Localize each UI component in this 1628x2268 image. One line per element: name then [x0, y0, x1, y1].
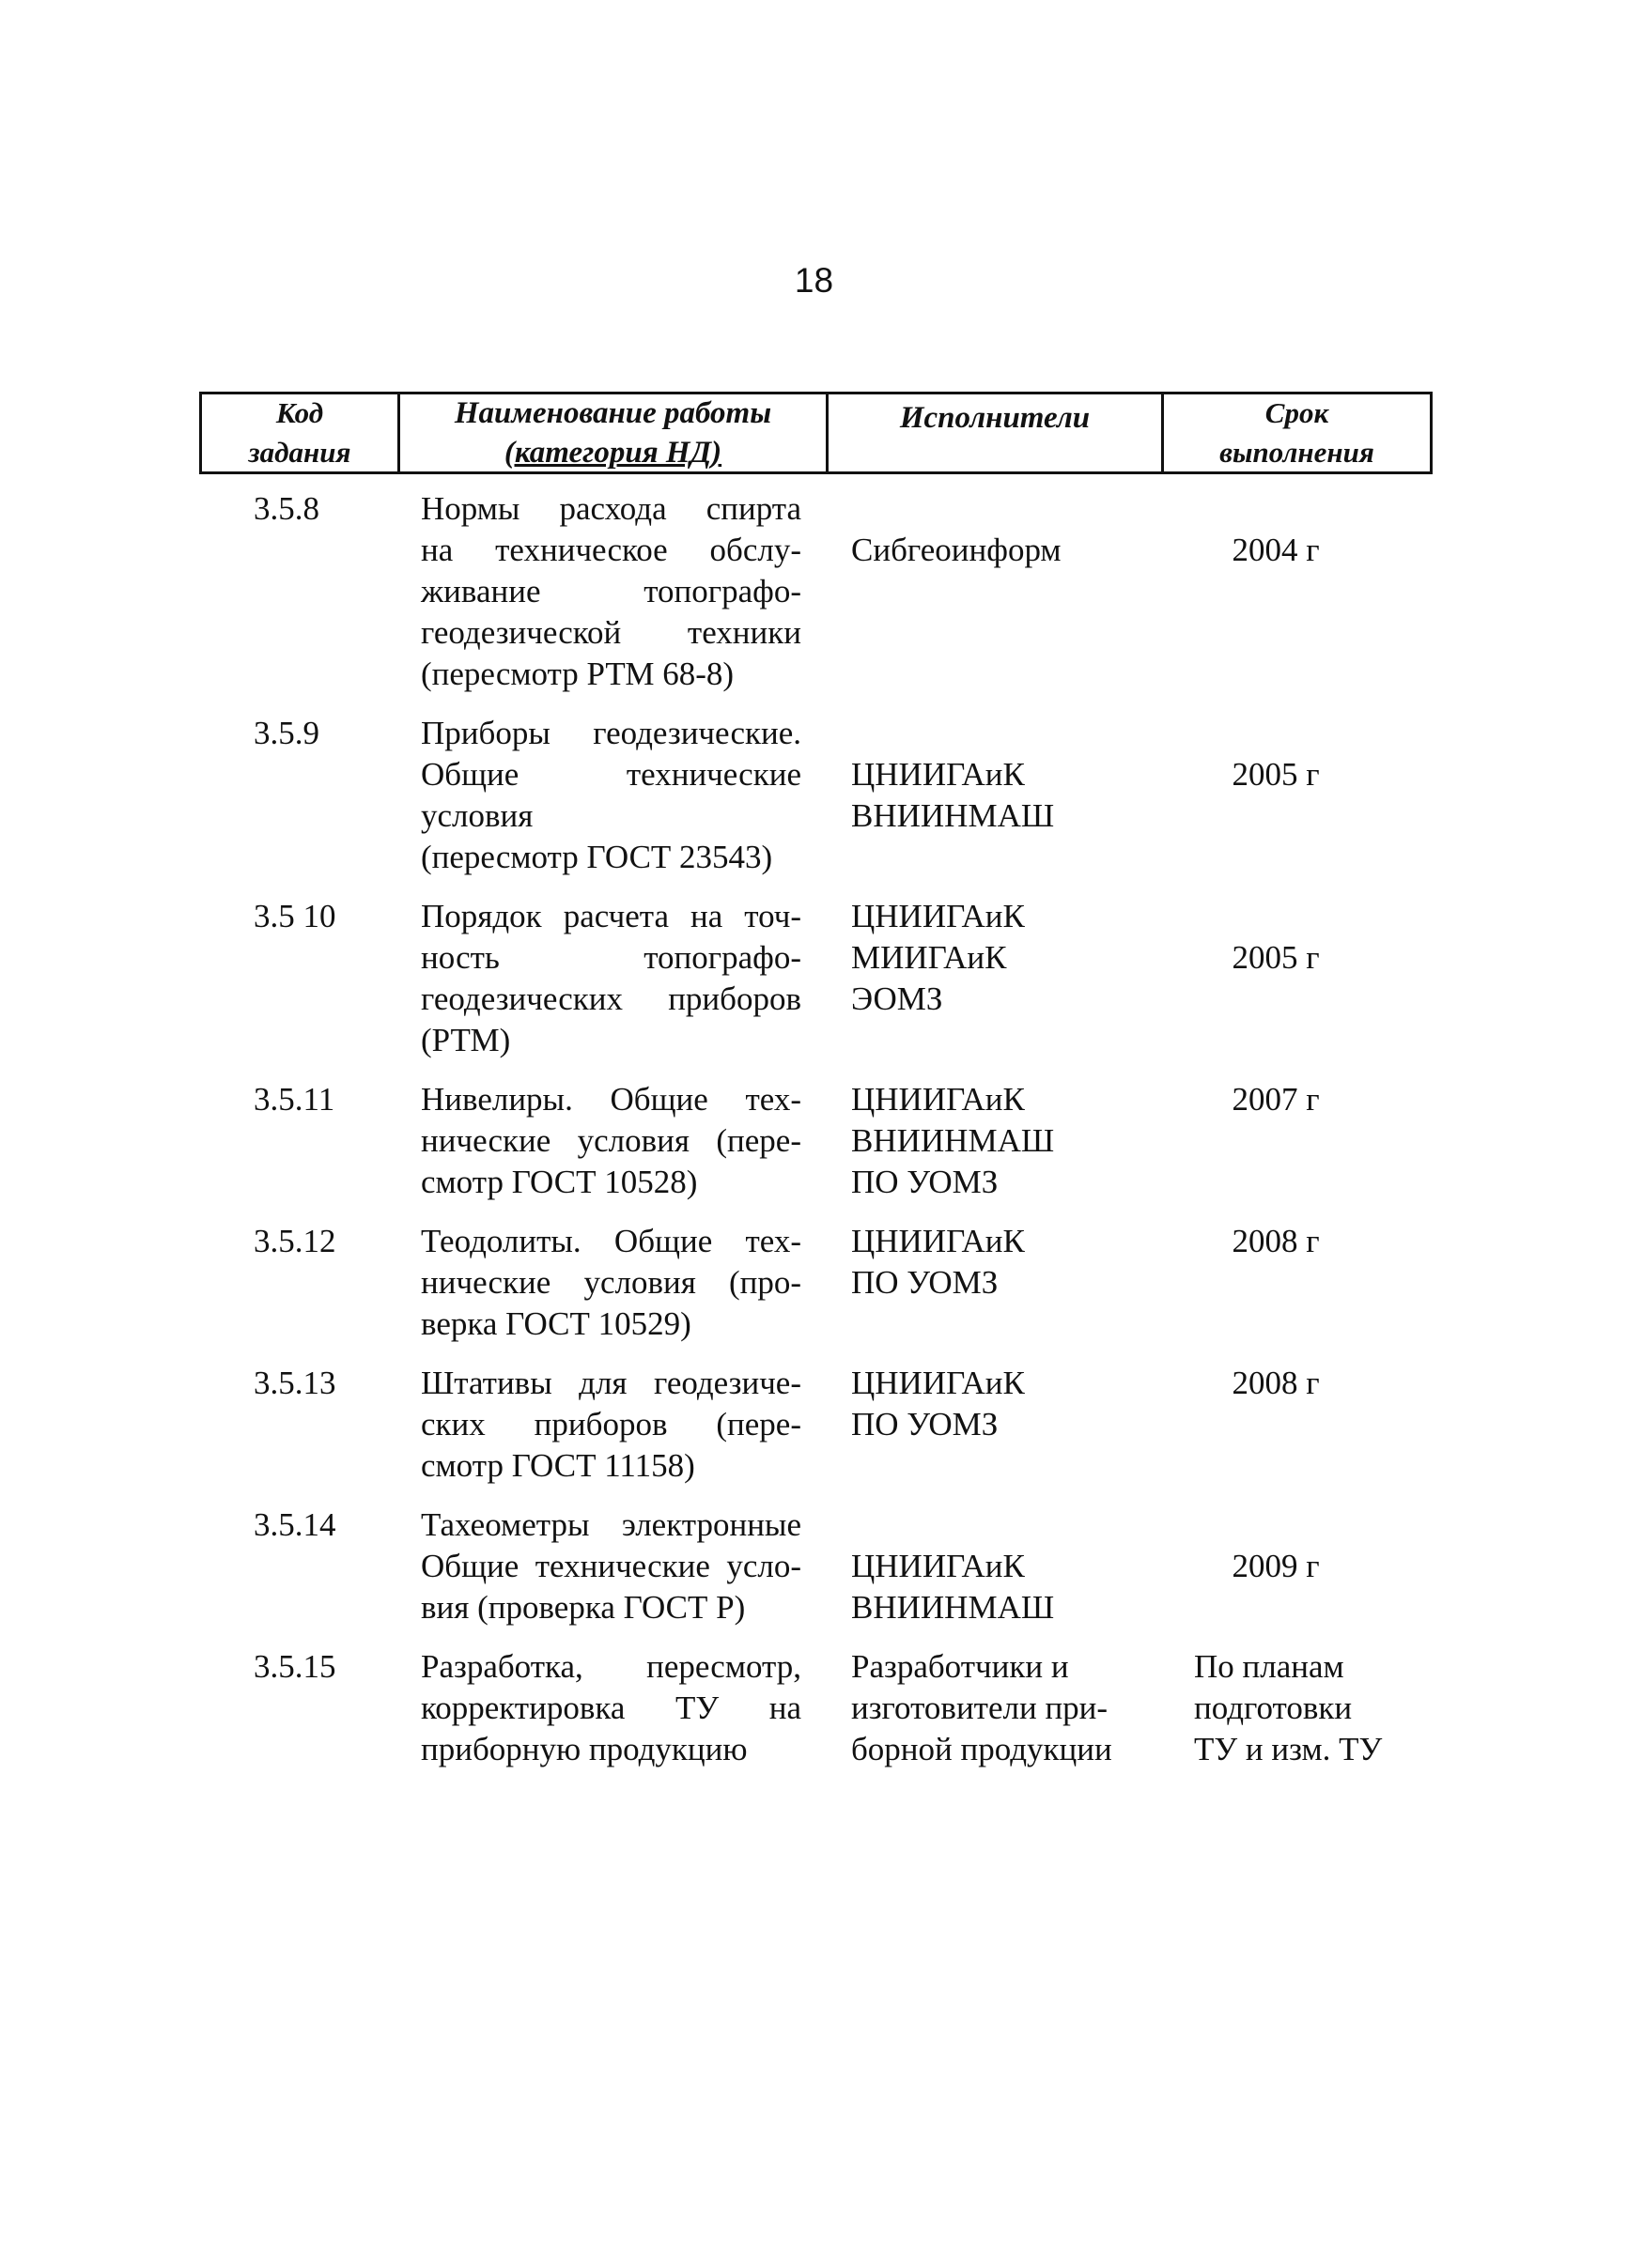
- work-name-line: ность топографо-: [421, 939, 801, 976]
- header-term-line-1: Срок: [1264, 396, 1329, 429]
- work-name-line: Штативы для геодезиче-: [421, 1365, 801, 1401]
- executors: [826, 1079, 1161, 1203]
- deadline-line: 2008 г: [1232, 1223, 1320, 1259]
- deadline: [1161, 896, 1433, 1061]
- work-name-line: на техническое обслу-: [421, 532, 801, 568]
- task-code: 3.5.9: [254, 715, 319, 751]
- deadline-line: ТУ и изм. ТУ: [1194, 1731, 1383, 1767]
- deadline-line: По планам: [1194, 1648, 1344, 1685]
- deadline-line: [1161, 713, 1390, 754]
- executor-line: [851, 713, 1161, 754]
- deadline-line: [1161, 488, 1390, 530]
- deadline-line: подготовки: [1194, 1689, 1353, 1726]
- work-name-line: Нивелиры. Общие тех-: [421, 1081, 801, 1118]
- work-name-line: нические условия (про-: [421, 1264, 801, 1301]
- table-row: [199, 713, 1433, 878]
- work-name-line: смотр ГОСТ 11158): [421, 1447, 695, 1484]
- deadline-line: 2009 г: [1232, 1548, 1320, 1584]
- work-name-line: Разработка, пересмотр,: [421, 1648, 801, 1685]
- executor-line: ВНИИНМАШ: [851, 1589, 1055, 1626]
- executor-line: ЦНИИГАиК: [851, 1548, 1025, 1584]
- page-number: 18: [794, 261, 834, 300]
- header-code-line-1: Код: [275, 396, 324, 429]
- executor-line: ЦНИИГАиК: [851, 1081, 1025, 1118]
- work-name: [397, 1363, 826, 1487]
- deadline-line: 2005 г: [1232, 756, 1320, 793]
- executors: [826, 713, 1161, 878]
- table-row: [199, 1504, 1433, 1628]
- deadline-line: 2007 г: [1232, 1081, 1320, 1118]
- executor-line: ПО УОМЗ: [851, 1406, 999, 1443]
- executor-line: ЭОМЗ: [851, 980, 943, 1017]
- executor-line: [851, 1504, 1161, 1546]
- task-code: 3.5.11: [254, 1081, 335, 1118]
- work-name-line: вия (проверка ГОСТ Р): [421, 1589, 746, 1626]
- work-name-line: ских приборов (пере-: [421, 1406, 801, 1443]
- work-name-line: нические условия (пере-: [421, 1122, 801, 1159]
- executor-line: ПО УОМЗ: [851, 1264, 999, 1301]
- deadline: [1161, 1504, 1433, 1628]
- task-code: 3.5.14: [254, 1506, 336, 1543]
- work-name: [397, 713, 826, 878]
- deadline-line: 2005 г: [1232, 939, 1320, 976]
- task-code: 3.5.12: [254, 1223, 336, 1259]
- header-term: [1164, 394, 1430, 471]
- deadline: [1161, 1221, 1433, 1345]
- executor-line: Сибгеоинформ: [851, 532, 1062, 568]
- work-name: [397, 1646, 826, 1770]
- header-executors-line-1: Исполнители: [899, 401, 1091, 435]
- header-executors: [829, 394, 1164, 471]
- task-code: 3.5.15: [254, 1648, 336, 1685]
- work-name: [397, 1221, 826, 1345]
- task-code: 3.5 10: [254, 898, 336, 934]
- executor-line: изготовители при-: [851, 1689, 1109, 1726]
- deadline-line: 2004 г: [1232, 532, 1320, 568]
- executor-line: ЦНИИГАиК: [851, 1223, 1025, 1259]
- table-row: [199, 1079, 1433, 1203]
- work-name-line: Теодолиты. Общие тех-: [421, 1223, 801, 1259]
- executor-line: борной продукции: [851, 1731, 1112, 1767]
- header-code-line-2: задания: [248, 436, 351, 469]
- deadline: [1161, 1646, 1433, 1770]
- task-code: 3.5.13: [254, 1365, 336, 1401]
- work-name-line: геодезических приборов: [421, 980, 801, 1017]
- deadline: [1161, 488, 1433, 695]
- executors: [826, 896, 1161, 1061]
- executor-line: ЦНИИГАиК: [851, 1365, 1025, 1401]
- work-name-line: Порядок расчета на точ-: [421, 898, 801, 934]
- work-name-line: Общие технические условия: [421, 756, 801, 834]
- executor-line: ВНИИНМАШ: [851, 1122, 1055, 1159]
- work-name-line: верка ГОСТ 10529): [421, 1305, 691, 1342]
- work-name-line: приборную продукцию: [421, 1731, 748, 1767]
- header-name-line-2: (категория НД): [504, 436, 722, 470]
- work-name-line: Приборы геодезические.: [421, 715, 801, 751]
- header-name-line-1: Наименование работы: [454, 396, 772, 430]
- executor-line: ЦНИИГАиК: [851, 756, 1025, 793]
- work-name: [397, 1079, 826, 1203]
- table-body: [199, 488, 1433, 1788]
- task-code: 3.5.8: [254, 490, 319, 527]
- work-name-line: корректировка ТУ на: [421, 1689, 801, 1726]
- table-row: [199, 1363, 1433, 1487]
- deadline-line: [1161, 896, 1390, 937]
- work-name-line: Общие технические усло-: [421, 1548, 801, 1584]
- work-name-line: (РТМ): [421, 1022, 511, 1058]
- deadline: [1161, 713, 1433, 878]
- executors: [826, 1504, 1161, 1628]
- table-header: [199, 392, 1433, 474]
- work-name-line: (пересмотр РТМ 68-8): [421, 656, 735, 692]
- work-name-line: смотр ГОСТ 10528): [421, 1164, 698, 1200]
- table-row: [199, 896, 1433, 1061]
- work-name-line: (пересмотр ГОСТ 23543): [421, 839, 773, 875]
- table-row: [199, 1646, 1433, 1770]
- header-name: [400, 394, 829, 471]
- work-name-line: Нормы расхода спирта: [421, 490, 801, 527]
- executors: [826, 488, 1161, 695]
- executor-line: ВНИИНМАШ: [851, 797, 1055, 834]
- work-name-line: Тахеометры электронные: [421, 1506, 801, 1543]
- deadline-line: [1161, 1504, 1390, 1546]
- table-row: [199, 1221, 1433, 1345]
- executor-line: ЦНИИГАиК: [851, 898, 1025, 934]
- work-name: [397, 1504, 826, 1628]
- deadline-line: 2008 г: [1232, 1365, 1320, 1401]
- deadline: [1161, 1079, 1433, 1203]
- executor-line: Разработчики и: [851, 1648, 1069, 1685]
- executors: [826, 1646, 1161, 1770]
- executors: [826, 1363, 1161, 1487]
- executors: [826, 1221, 1161, 1345]
- header-code: [202, 394, 400, 471]
- work-name-line: геодезической техники: [421, 614, 801, 651]
- header-term-line-2: выполнения: [1219, 436, 1374, 469]
- work-name-line: живание топографо-: [421, 573, 801, 609]
- work-name: [397, 896, 826, 1061]
- executor-line: ПО УОМЗ: [851, 1164, 999, 1200]
- executor-line: МИИГАиК: [851, 939, 1007, 976]
- deadline: [1161, 1363, 1433, 1487]
- executor-line: [851, 488, 1161, 530]
- table-row: [199, 488, 1433, 695]
- work-name: [397, 488, 826, 695]
